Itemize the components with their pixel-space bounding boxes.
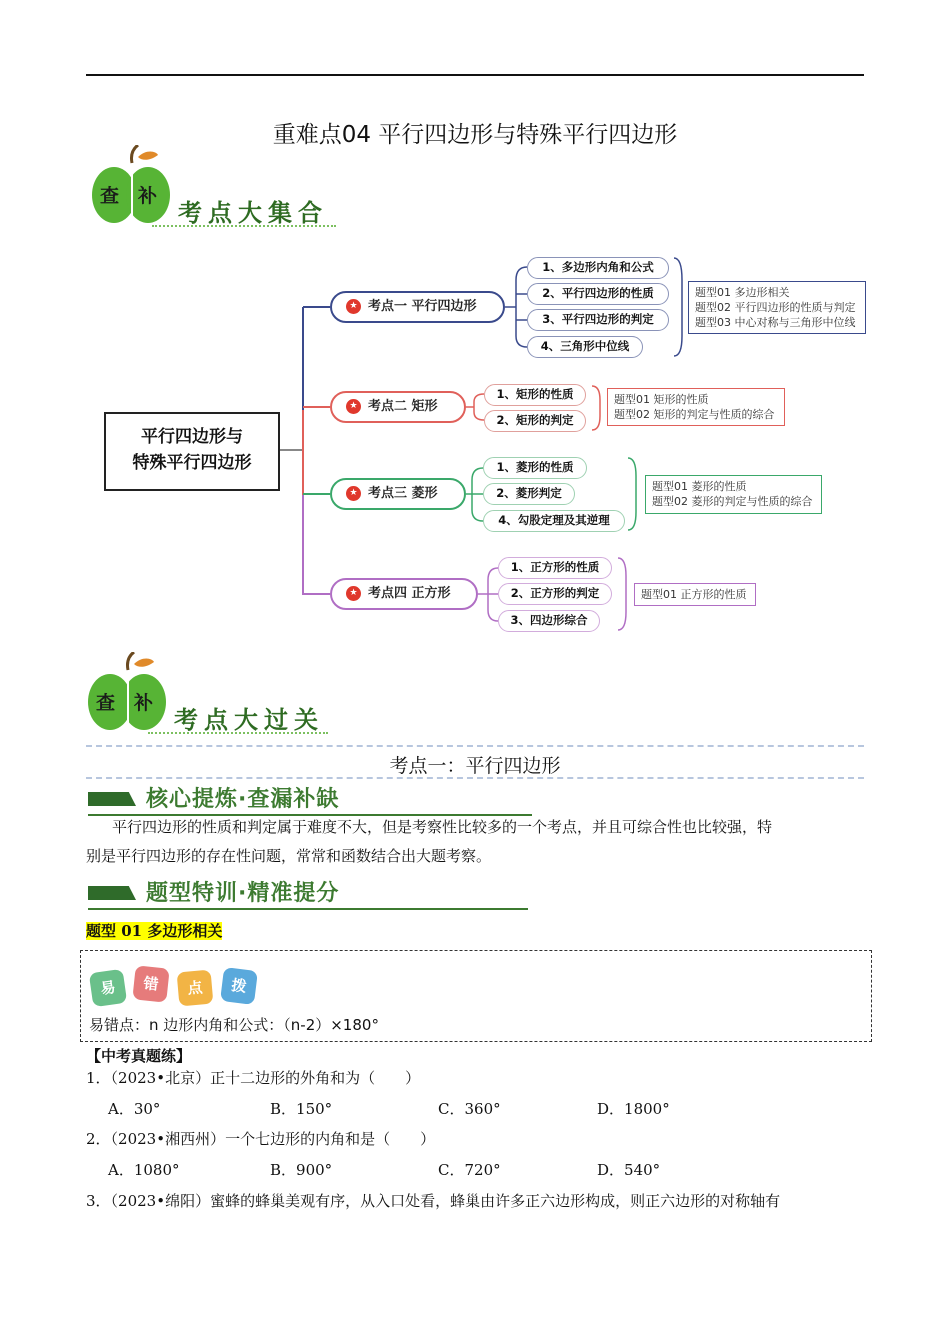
kaodian-3-label: 考点三 菱形 (368, 486, 438, 501)
mindmap-root (104, 412, 280, 491)
kp2-type-box (607, 388, 785, 426)
chip-3: 点 (177, 970, 214, 1007)
star-icon: ★ (346, 399, 361, 414)
kp3-leaf-3: 4、勾股定理及其逆理 (483, 510, 625, 532)
chip-1: 易 (89, 969, 127, 1007)
logo-kaodian-daguo (88, 652, 338, 737)
section-bottom-dash (86, 777, 864, 779)
q1-option-b: B．150° (270, 1100, 333, 1118)
type01-heading-text: 题型 01 多边形相关 (86, 922, 223, 940)
kp1-type-box (688, 281, 866, 334)
banner-core (88, 782, 538, 814)
kp1-leaf-3: 3、平行四边形的判定 (527, 309, 669, 331)
root-line-2: 特殊平行四边形 (132, 453, 252, 473)
kp4-leaf-1: 1、正方形的性质 (498, 557, 612, 579)
banner-tag (88, 886, 136, 900)
kp4-type-box (634, 583, 756, 606)
practice-heading: 【中考真题练】 (86, 1047, 192, 1065)
q1-option-d: D．1800° (597, 1100, 670, 1118)
logo-kaodian-daji (92, 145, 342, 230)
kp3-leaf-2: 2、菱形判定 (483, 483, 575, 505)
tip-box (80, 950, 872, 1042)
chip-4: 拨 (220, 967, 258, 1005)
kp3-type-2: 题型02 菱形的判定与性质的综合 (652, 495, 813, 508)
kp1-leaf-2: 2、平行四边形的性质 (527, 283, 669, 305)
q1-option-c: C．360° (438, 1100, 501, 1118)
banner-core-text: 核心提炼·查漏补缺 (146, 787, 340, 812)
section-title: 考点一：平行四边形 (389, 755, 561, 777)
kaodian-2-node (330, 391, 466, 423)
section-top-dash (86, 745, 864, 747)
kp4-type-1: 题型01 正方形的性质 (641, 588, 747, 601)
banner-training-text: 题型特训·精准提分 (146, 881, 340, 906)
banner-training (88, 876, 538, 908)
star-icon: ★ (346, 299, 361, 314)
kp1-leaf-1: 1、多边形内角和公式 (527, 257, 669, 279)
seal-right: 补 (134, 692, 154, 714)
logo-text: 考点大集合 (178, 198, 328, 227)
star-icon: ★ (346, 586, 361, 601)
kp3-type-1: 题型01 菱形的性质 (652, 480, 747, 493)
kp3-type-box (645, 475, 822, 514)
seal-left: 查 (100, 185, 120, 207)
q1-option-a: A．30° (108, 1100, 161, 1118)
q2-option-a: A．1080° (108, 1161, 180, 1179)
logo-underline (148, 732, 328, 734)
kp4-leaf-2: 2、正方形的判定 (498, 583, 612, 605)
seal-left: 查 (96, 692, 116, 714)
kaodian-1-node (330, 291, 505, 323)
q2-option-d: D．540° (597, 1161, 661, 1179)
type01-heading (86, 920, 222, 941)
star-icon: ★ (346, 486, 361, 501)
kp3-leaf-1: 1、菱形的性质 (483, 457, 587, 479)
logo-text: 考点大过关 (174, 705, 324, 734)
kaodian-3-node (330, 478, 466, 510)
seal-right: 补 (138, 185, 158, 207)
kp1-type-3: 题型03 中心对称与三角形中位线 (695, 316, 856, 329)
kaodian-1-label: 考点一 平行四边形 (368, 299, 477, 314)
kp2-leaf-1: 1、矩形的性质 (484, 384, 586, 406)
kp4-leaf-3: 3、四边形综合 (498, 610, 600, 632)
question-2-stem: 2．（2023•湘西州）一个七边形的内角和是（ ） (86, 1130, 436, 1148)
intro-line-1: 平行四边形的性质和判定属于难度不大，但是考察性比较多的一个考点，并且可综合性也比较强，特 (112, 818, 773, 836)
top-rule (86, 74, 864, 76)
kp2-type-1: 题型01 矩形的性质 (614, 393, 709, 406)
kp2-type-2: 题型02 矩形的判定与性质的综合 (614, 408, 775, 421)
kaodian-4-node (330, 578, 478, 610)
question-3-stem: 3．（2023•绵阳）蜜蜂的蜂巢美观有序，从入口处看，蜂巢由许多正六边形构成，则正六边形的对称轴有 (86, 1192, 781, 1210)
intro-line-2: 别是平行四边形的存在性问题，常常和函数结合出大题考察。 (86, 847, 492, 865)
kp2-leaf-2: 2、矩形的判定 (484, 410, 586, 432)
kp1-type-2: 题型02 平行四边形的性质与判定 (695, 301, 856, 314)
kp1-leaf-4: 4、三角形中位线 (527, 336, 643, 358)
question-1-stem: 1．（2023•北京）正十二边形的外角和为（ ） (86, 1069, 421, 1087)
kaodian-2-label: 考点二 矩形 (368, 399, 438, 414)
banner-underline (88, 908, 528, 910)
banner-tag (88, 792, 136, 806)
logo-underline (152, 225, 336, 227)
page-title: 重难点04 平行四边形与特殊平行四边形 (272, 122, 678, 148)
chip-2: 错 (132, 965, 169, 1002)
root-line-1: 平行四边形与 (141, 427, 243, 447)
kp1-type-1: 题型01 多边形相关 (695, 286, 790, 299)
q2-option-c: C．720° (438, 1161, 501, 1179)
q2-option-b: B．900° (270, 1161, 333, 1179)
tip-text: 易错点：n 边形内角和公式：（n-2）×180° (89, 1016, 379, 1034)
kaodian-4-label: 考点四 正方形 (368, 586, 451, 601)
